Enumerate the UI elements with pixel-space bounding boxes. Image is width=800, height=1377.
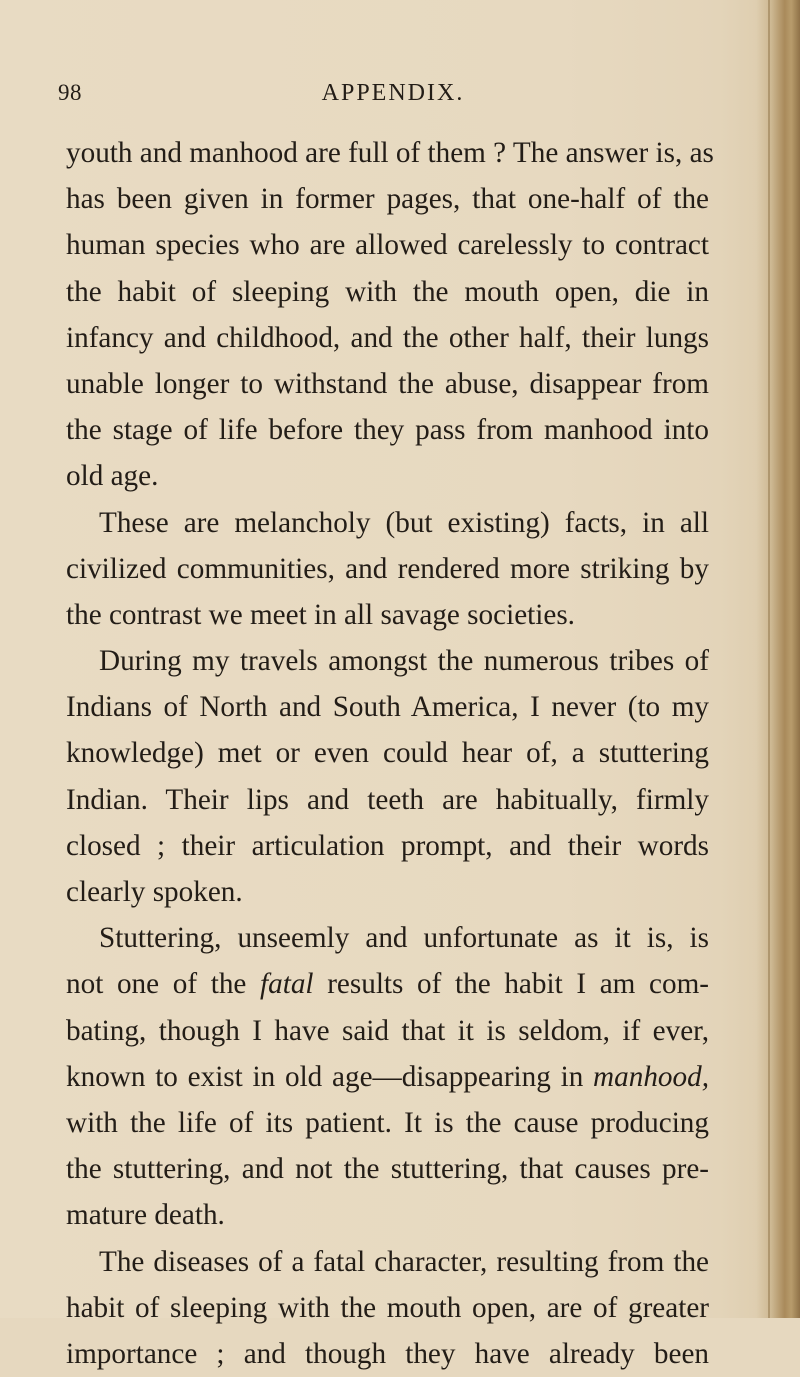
page-number: 98 <box>58 80 82 105</box>
text-line: human species who are allowed carelessly to contract <box>66 229 709 262</box>
page-header <box>58 80 728 114</box>
text-line: habit of sleeping with the mouth open, are of greater <box>66 1291 709 1324</box>
body-text <box>66 130 714 1377</box>
text-line: has been given in former pages, that one-half of the <box>66 183 709 216</box>
text-line: knowledge) met or even could hear of, a stuttering <box>66 737 709 770</box>
text-line: the contrast we meet in all savage societies. <box>66 598 575 631</box>
text-line: Indians of North and South America, I never (to my <box>66 691 709 724</box>
page-edge-line <box>768 0 770 1318</box>
text-line: closed ; their articulation prompt, and their words <box>66 829 709 862</box>
text-line: the stuttering, and not the stuttering, that causes pre- <box>66 1153 709 1186</box>
text-line: the stage of life before they pass from manhood into <box>66 414 709 447</box>
text-line: mature death. <box>66 1199 225 1232</box>
text-line: bating, though I have said that it is seldom, if ever, <box>66 1014 709 1047</box>
text-line: These are melancholy (but existing) facts, in all <box>99 506 709 539</box>
page-edge-shadow <box>756 0 800 1318</box>
text-line: civilized communities, and rendered more striking by <box>66 552 709 585</box>
text-line: The diseases of a fatal character, resulting from the <box>99 1245 709 1278</box>
text-line: with the life of its patient. It is the cause producing <box>66 1106 709 1139</box>
text-line: old age. <box>66 460 159 493</box>
text-line: clearly spoken. <box>66 876 243 908</box>
text-line: During my travels amongst the numerous tribes of <box>99 645 709 678</box>
text-line: Stuttering, unseemly and unfortunate as it is, is <box>99 922 709 955</box>
text-line: the habit of sleeping with the mouth open, die in <box>66 275 709 308</box>
italic-text: fatal <box>260 968 314 1001</box>
text-line: known to exist in old age—disappearing in manhood, <box>66 1060 709 1093</box>
text-line: infancy and childhood, and the other half, their lungs <box>66 321 709 354</box>
running-head: APPENDIX. <box>321 80 465 106</box>
text-line: Indian. Their lips and teeth are habitually, firmly <box>66 783 709 816</box>
text-line: not one of the fatal results of the habit I am com- <box>66 968 709 1001</box>
text-line: importance ; and though they have already been <box>66 1337 709 1370</box>
text-line: unable longer to withstand the abuse, disappear from <box>66 367 709 400</box>
text-line: youth and manhood are full of them ? The answer is, as <box>66 137 714 169</box>
italic-text: manhood, <box>593 1060 709 1093</box>
